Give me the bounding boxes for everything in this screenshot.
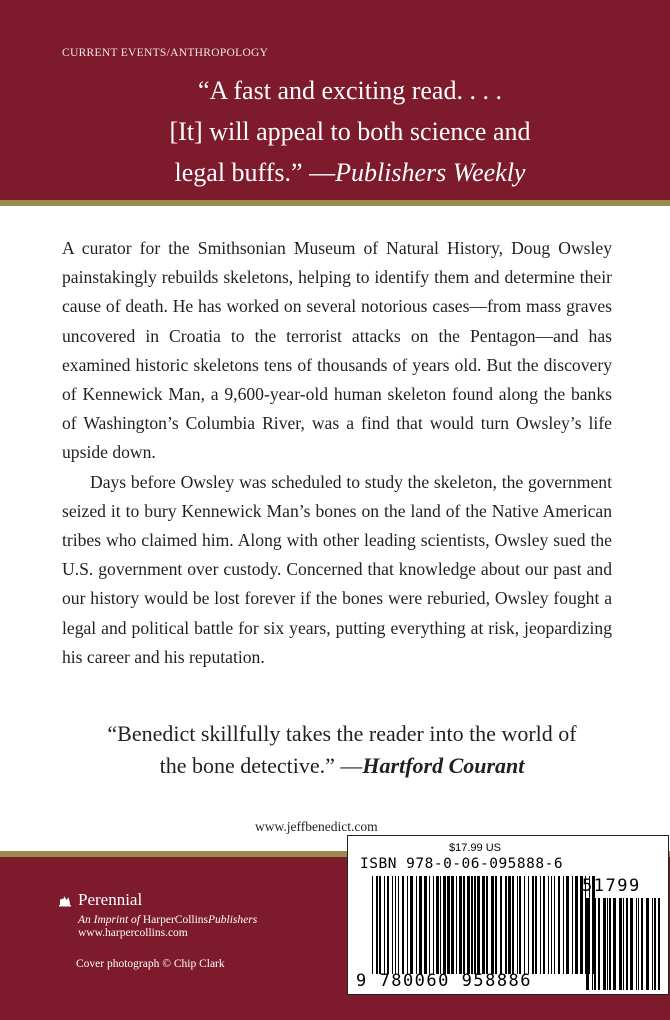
ean-barcode [372,876,598,974]
barcode-bar [603,898,606,990]
publisher-block [58,890,257,939]
barcode-bar [505,876,507,974]
barcode-bar [548,876,549,974]
barcode-bar [572,876,573,974]
barcode-bar [586,898,589,990]
barcode-bar [447,876,450,974]
barcode-bar [392,876,393,974]
barcode-bar [540,876,541,974]
barcode-bar [535,876,537,974]
barcode-bar [477,876,480,974]
barcode-bar [575,876,578,974]
barcode-bar [433,876,434,974]
barcode-bar [482,876,485,974]
addon-digits: 51799 [582,876,641,896]
barcode-bar [641,898,643,990]
blurb-source: Hartford Courant [362,753,525,778]
barcode-bar [609,898,611,990]
barcode-bar [379,876,381,974]
barcode-bar [594,898,596,990]
price-label: $17.99 US [449,842,501,854]
description-text [62,234,612,672]
flame-icon [58,893,72,907]
barcode-bar [626,898,628,990]
barcode-bar [554,876,555,974]
barcode-bar [398,876,399,974]
barcode-bar [563,876,564,974]
barcode-bar [532,876,534,974]
barcode-bar [528,876,529,974]
barcode-bar [592,898,593,990]
barcode-bar [607,898,608,990]
review-blurb [52,718,632,782]
imprint-suffix: Publishers [208,914,258,926]
barcode-bar [508,876,511,974]
cover-credit: Cover photograph © Chip Clark [76,958,225,970]
imprint-name: HarperCollins [142,914,209,926]
barcode-bar [658,898,660,990]
barcode-bar [524,876,525,974]
barcode-bar [395,876,396,974]
barcode-bar [638,898,639,990]
barcode-bar [646,898,649,990]
barcode-block [347,835,669,995]
barcode-bar [451,876,454,974]
author-website[interactable]: www.jeffbenedict.com [255,819,378,834]
barcode-bar [619,898,622,990]
barcode-bar [636,898,637,990]
barcode-bar [376,876,378,974]
barcode-bar [436,876,439,974]
barcode-bar [623,898,624,990]
imprint-line [78,914,257,926]
publisher-name: Perennial [78,890,143,909]
top-quote-last: legal buffs.” — [174,158,336,187]
barcode-bar [456,876,457,974]
barcode-bar [416,876,417,974]
barcode-bar [551,876,552,974]
barcode-bar [402,876,404,974]
barcode-bar [384,876,385,974]
barcode-bar [519,876,521,974]
barcode-bar [424,876,427,974]
barcode-bar [410,876,413,974]
barcode-bar [500,876,502,974]
top-quote-line-1: “A fast and exciting read. . . . [198,76,502,105]
description-paragraph-2: Days before Owsley was scheduled to study the skeleton, the government seized it to bury Kennewick Man’s bones on the land of the Native American tribes who claimed him. Along with other leading scientists, Owsley sued the U.S. government over custody. Concerned that knowledge about our past and our history would be lost forever if the bones were reburied, Owsley fought a legal and political battle for six years, putting everything at risk, jeopardizing his career and his reputation. [62,471,612,667]
isbn-text: ISBN 978-0-06-095888-6 [360,856,564,872]
barcode-bar [387,876,389,974]
barcode-bar [463,876,465,974]
barcode-bar [419,876,422,974]
barcode-bar [471,876,473,974]
barcode-bar [474,876,476,974]
barcode-bar [517,876,518,974]
barcode-bar [491,876,494,974]
barcode-bar [372,876,373,974]
barcode-bar [652,898,653,990]
barcode-bar [459,876,462,974]
barcode-bar [495,876,497,974]
blurb-text-2: the bone detective.” — [159,753,363,778]
gold-divider-top [0,200,670,206]
barcode-bar [429,876,430,974]
blurb-line-2 [52,750,632,782]
top-quote-source: Publishers Weekly [335,158,526,187]
publisher-url[interactable]: www.harpercollins.com [78,927,188,939]
barcode-bar [440,876,441,974]
barcode-bar [467,876,470,974]
ean-digits: 9 780060 958886 [356,971,533,991]
barcode-bar [543,876,545,974]
imprint-prefix: An Imprint of [78,914,140,926]
description-paragraph-1: A curator for the Smithsonian Museum of Natural History, Doug Owsley painstakingly rebuilds skeletons, helping to identify them and determine their cause of death. He has worked on several notorious cases—from mass graves uncovered in Croatia to the terrorist attacks on the Pentagon—and has examined historic skeletons tens of thousands of years old. But the discovery of Kennewick Man, a 9,600-year-old human skeleton found along the banks of Washington’s Columbia River, was a find that would turn Owsley’s life upside down. [62,238,612,463]
barcode-bar [443,876,446,974]
category-label: CURRENT EVENTS/ANTHROPOLOGY [62,47,269,59]
barcode-bar [598,898,600,990]
barcode-bar [613,898,616,990]
barcode-bar [512,876,514,974]
barcode-bar [486,876,488,974]
barcode-bar [630,898,633,990]
barcode-bar [558,876,560,974]
top-review-quote [140,70,560,193]
barcode-bar [566,876,569,974]
addon-barcode [586,898,662,990]
barcode-bar [654,898,656,990]
top-quote-line-3 [140,152,560,193]
top-quote-line-2: [It] will appeal to both science and [169,117,531,146]
barcode-bar [407,876,408,974]
blurb-line-1: “Benedict skillfully takes the reader into the world of [107,721,577,746]
